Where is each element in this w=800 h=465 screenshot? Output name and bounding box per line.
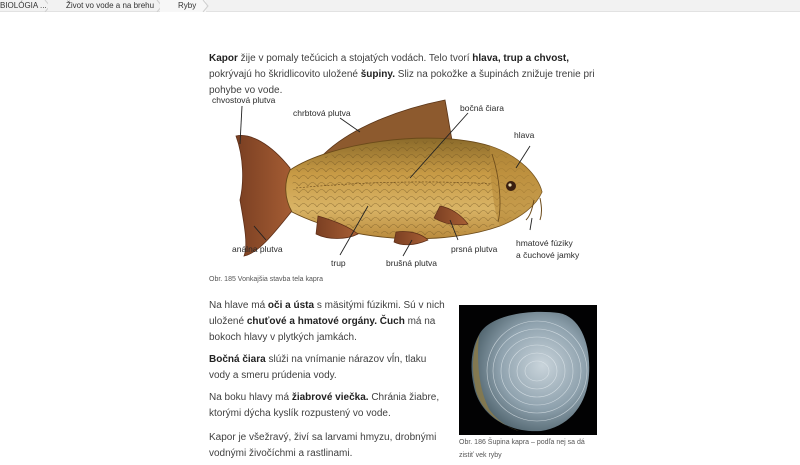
- label-chvostova-plutva: chvostová plutva: [212, 95, 276, 105]
- scale-illustration: [459, 305, 597, 435]
- term-supiny: šupiny.: [360, 69, 396, 80]
- paragraph-lateral-line: Bočná čiara slúži na vnímanie nárazov vĺn, tlaku vody a smeru prúdenia vody.: [209, 354, 427, 381]
- label-bocna-ciara: bočná čiara: [460, 103, 504, 113]
- label-chrbtova-plutva: chrbtová plutva: [293, 108, 351, 118]
- term-kapor: Kapor: [209, 53, 238, 64]
- figure-185-caption: Obr. 185 Vonkajšia stavba tela kapra: [209, 276, 324, 283]
- label-hmatove-fuziky: hmatové fúziky: [516, 238, 573, 248]
- breadcrumb-item-label: BIOLÓGIA ...: [0, 0, 47, 10]
- label-trup: trup: [331, 258, 346, 268]
- paragraph-food: Kapor je všežravý, živí sa larvami hmyzu, drobnými vodnými živočíchmi a rastlinami.: [209, 432, 437, 459]
- carp-scale-photo: [459, 305, 597, 435]
- label-brusna-plutva: brušná plutva: [386, 258, 438, 268]
- label-hlava: hlava: [514, 130, 535, 140]
- label-cuchove-jamky: a čuchové jamky: [516, 250, 580, 260]
- label-prsna-plutva: prsná plutva: [451, 244, 498, 254]
- breadcrumb-item-label: Život vo vode a na brehu: [66, 0, 155, 10]
- breadcrumb-item-label: Ryby: [178, 0, 197, 10]
- figure-186-caption: Obr. 186 Šupina kapra – podľa nej sa dá zistiť vek ryby: [459, 439, 585, 459]
- intro-paragraph: Kapor žije v pomaly tečúcich a stojatých vodách. Telo tvorí hlava, trup a chvost, pokrývajú ho škridlicovito uložené šupiny. Sliz na pokožke a šupinách znižuje trenie pri pohybe vo vode.: [209, 53, 595, 96]
- term-body-parts: hlava, trup a chvost,: [472, 53, 569, 64]
- label-analna-plutva: análna plutva: [232, 244, 283, 254]
- paragraph-head: Na hlave má oči a ústa s mäsitými fúzikmi. Sú v nich uložené chuťové a hmatové orgány. Čuch má na bokoch hlavy v plytkých jamkách.: [209, 300, 445, 343]
- paragraph-gills: Na boku hlavy má žiabrové viečka. Chránia žiabre, ktorými dýcha kyslík rozpustený vo vode.: [209, 392, 440, 419]
